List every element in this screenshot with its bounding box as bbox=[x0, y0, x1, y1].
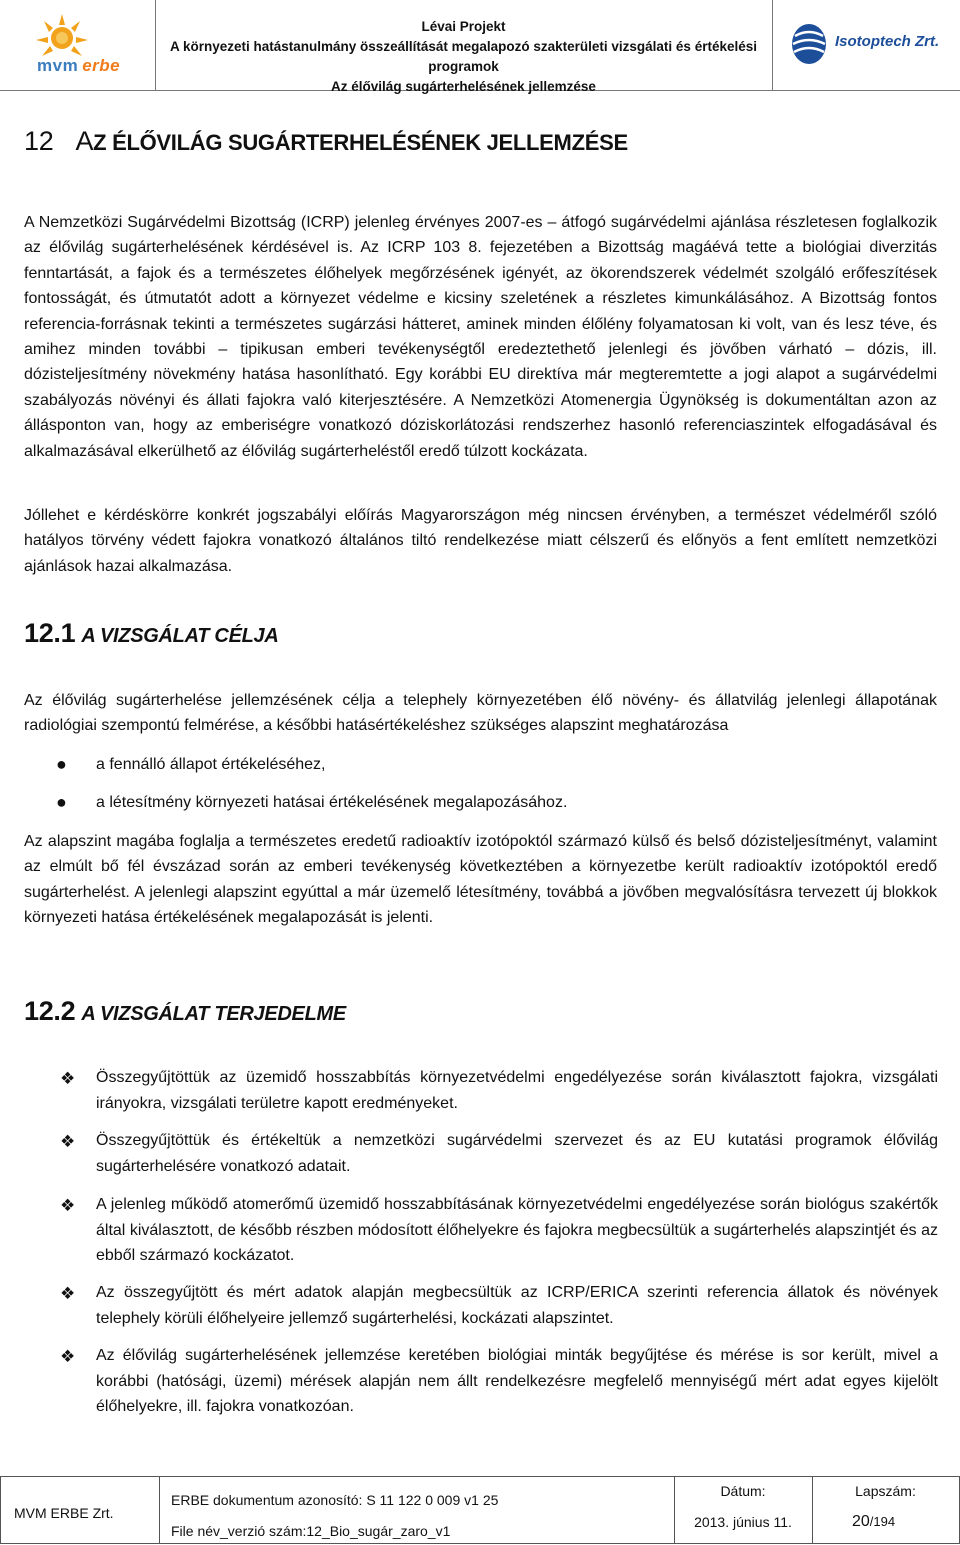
section-12-1-heading bbox=[24, 618, 279, 649]
bullet-dot-icon: ● bbox=[56, 792, 67, 812]
section-12-1-paragraph: Az élővilág sugárterhelése jellemzésének célja a telephely környezetében élő növény- és állatvilág jelenlegi állapotának radiológiai szempontú felmérése, a későbbi hatásértékeléshez szükséges alapszint meghatározása bbox=[24, 692, 937, 735]
header-titles bbox=[156, 0, 771, 94]
logo-text-erbe: erbe bbox=[82, 56, 121, 75]
page-total: /194 bbox=[869, 1514, 896, 1529]
chapter-number: 12 bbox=[24, 126, 54, 156]
footer-document-id: ERBE dokumentum azonosító: S 11 122 0 009 v1 25 bbox=[171, 1492, 499, 1508]
diamond-bullet-icon: ❖ bbox=[60, 1069, 76, 1088]
section-12-2-title: A VIZSGÁLAT TERJEDELME bbox=[81, 1003, 346, 1025]
section-title: Az élővilág sugárterhelésének jellemzése bbox=[331, 79, 596, 94]
chapter-heading bbox=[24, 126, 628, 157]
footer-page-cell bbox=[812, 1477, 959, 1543]
footer-date-label: Dátum: bbox=[720, 1483, 766, 1499]
intro-paragraph-1: A Nemzetközi Sugárvédelmi Bizottság (ICRP) jelenleg érvényes 2007-es – átfogó sugárvédelmi ajánlása részletesen foglalkozik az élővilág sugárterhelésének kérdésével is. Az ICRP 103 8. fejezetében a Bizottság magáévá tette a biológiai diverzitás fenntartását, a fajok és a természetes élőhelyek megőrzésének igényét, az ökorendszerek védelmét szolgáló erőfeszítések fontosságát, és útmutatót adott a környezet védelme e kicsiny szeletének a részletes kimunkálásához. A Bizottság fontos referencia-forrásnak tekinti a természetes sugárzási hátteret, aminek minden élőlény folyamatosan ki volt, van és lesz téve, és amihez minden további – tipikusan emberi tevékenységtől eredeztethető jelenlegi és jövőben várható – dózis, ill. dózisteljesítmény növekmény hatása hasonlítható. Egy korábbi EU direktíva már megteremtette a jogi alapot a sugárvédelmi szabályozás növényi és állati fajokra való kiterjesztésére. A Nemzetközi Atomenergia Ügynökség is dokumentáltan azon az állásponton van, hogy az emberiségre vonatkozó dóziskorlátozási rendszerhez hasonló referenciaszintek elfogadásával és alkalmazásával elkerülhető az élővilág sugárterheléstől eredő túlzott kockázata. bbox=[24, 214, 937, 460]
page-current: 20 bbox=[852, 1513, 870, 1530]
project-title: Lévai Projekt bbox=[421, 19, 506, 34]
footer-page-label: Lapszám: bbox=[855, 1483, 916, 1499]
footer-company-cell bbox=[1, 1477, 160, 1543]
list-item: ● a fennálló állapot értékeléséhez, bbox=[0, 752, 960, 790]
intro-paragraph-2: Jóllehet e kérdéskörre konkrét jogszabályi előírás Magyarországon még nincsen érvényben, a természet védelméről szóló hatályos törvény védett fajokra vonatkozó általános tiltó rendelkezése miatt célszerű és előnyös a fent említett nemzetközi ajánlások hazai alkalmazása. bbox=[24, 507, 937, 575]
isotoptech-logo bbox=[772, 0, 960, 90]
section-12-2-number: 12.2 bbox=[24, 996, 76, 1026]
mvm-erbe-logo bbox=[0, 0, 156, 90]
list-item: ❖ A jelenleg működő atomerőmű üzemidő hosszabbításának környezetvédelmi engedélyezése során biológus szakértők által kiválasztott, de később részben módosított élőhelyekre és fajokra megbecsültük a sugárterhelés alapszintjét és az ebből származó kockázatot. bbox=[0, 1192, 938, 1280]
footer-document-cell bbox=[159, 1477, 675, 1543]
footer-date-cell bbox=[674, 1477, 813, 1543]
list-item: ❖ Összegyűjtöttük és értékeltük a nemzetközi sugárvédelmi szervezet és az EU kutatási programok élővilág sugárterhelésére vonatkozó adatait. bbox=[0, 1128, 938, 1192]
list-item: ● a létesítmény környezeti hatásai értékelésének megalapozásához. bbox=[0, 790, 960, 828]
section-12-1-title: A VIZSGÁLAT CÉLJA bbox=[81, 625, 279, 647]
isotoptech-logo-text: Isotoptech Zrt. bbox=[835, 33, 940, 50]
section-12-2-heading bbox=[24, 996, 346, 1027]
bullet-dot-icon: ● bbox=[56, 754, 67, 774]
section-12-1-number: 12.1 bbox=[24, 618, 76, 648]
sun-logo-icon bbox=[34, 12, 90, 60]
section-12-2-list bbox=[0, 1065, 960, 1420]
list-item: ❖ Az élővilág sugárterhelésének jellemzése keretében biológiai minták begyűjtése és mérése is sor került, mivel a korábbi (hatósági, üzemi) mérések alapján nem állt rendelkezésre megfelelő mennyiségű mért adat egyes kijelölt élőhelyekre, ill. fajokra vonatkozóan. bbox=[0, 1343, 938, 1420]
page-number bbox=[852, 1513, 895, 1531]
footer-date: 2013. június 11. bbox=[694, 1514, 792, 1530]
page-header bbox=[0, 0, 960, 94]
footer-file-name: File név_verzió szám:12_Bio_sugár_zaro_v1 bbox=[171, 1523, 451, 1539]
footer-company: MVM ERBE Zrt. bbox=[14, 1505, 114, 1521]
list-item: ❖ Összegyűjtöttük az üzemidő hosszabbítás környezetvédelmi engedélyezése során kiválasztott fajokra, vizsgálati irányokra, vizsgálati területre kapott eredményeket. bbox=[0, 1065, 938, 1128]
section-12-1-paragraph-2: Az alapszint magába foglalja a természetes eredetű radioaktív izotópoktól származó külső és belső dózisteljesítményt, valamint az elmúlt bő fél évszázad során az emberi tevékenység következtében a környezetbe került radioaktív izotópoktól eredő sugárterhelést. A jelenlegi alapszint egyúttal a már üzemelő létesítmény, továbbá a jövőben megvalósításra tervezett új blokkok környezeti hatása értékelésének megalapozását is jelenti. bbox=[24, 833, 937, 927]
diamond-bullet-icon: ❖ bbox=[60, 1132, 76, 1151]
diamond-bullet-icon: ❖ bbox=[60, 1347, 76, 1366]
page-footer bbox=[0, 1476, 960, 1544]
logo-text-mvm: mvm bbox=[37, 56, 79, 75]
isotoptech-globe-icon bbox=[787, 22, 831, 66]
section-12-1-bullet-list bbox=[0, 752, 960, 828]
diamond-bullet-icon: ❖ bbox=[60, 1196, 76, 1215]
chapter-title: Z ÉLŐVILÁG SUGÁRTERHELÉSÉNEK JELLEMZÉSE bbox=[93, 130, 628, 155]
diamond-bullet-icon: ❖ bbox=[60, 1284, 76, 1303]
list-item: ❖ Az összegyűjtött és mért adatok alapján megbecsültük az ICRP/ERICA szerinti referencia állatok és növények telephely körüli élőhelyeire jellemző sugárterhelési, kockázati alapszintet. bbox=[0, 1280, 938, 1343]
chapter-title-first-letter: A bbox=[75, 126, 94, 156]
project-subtitle: A környezeti hatástanulmány összeállítását megalapozó szakterületi vizsgálati és értékelési programok bbox=[170, 39, 757, 74]
